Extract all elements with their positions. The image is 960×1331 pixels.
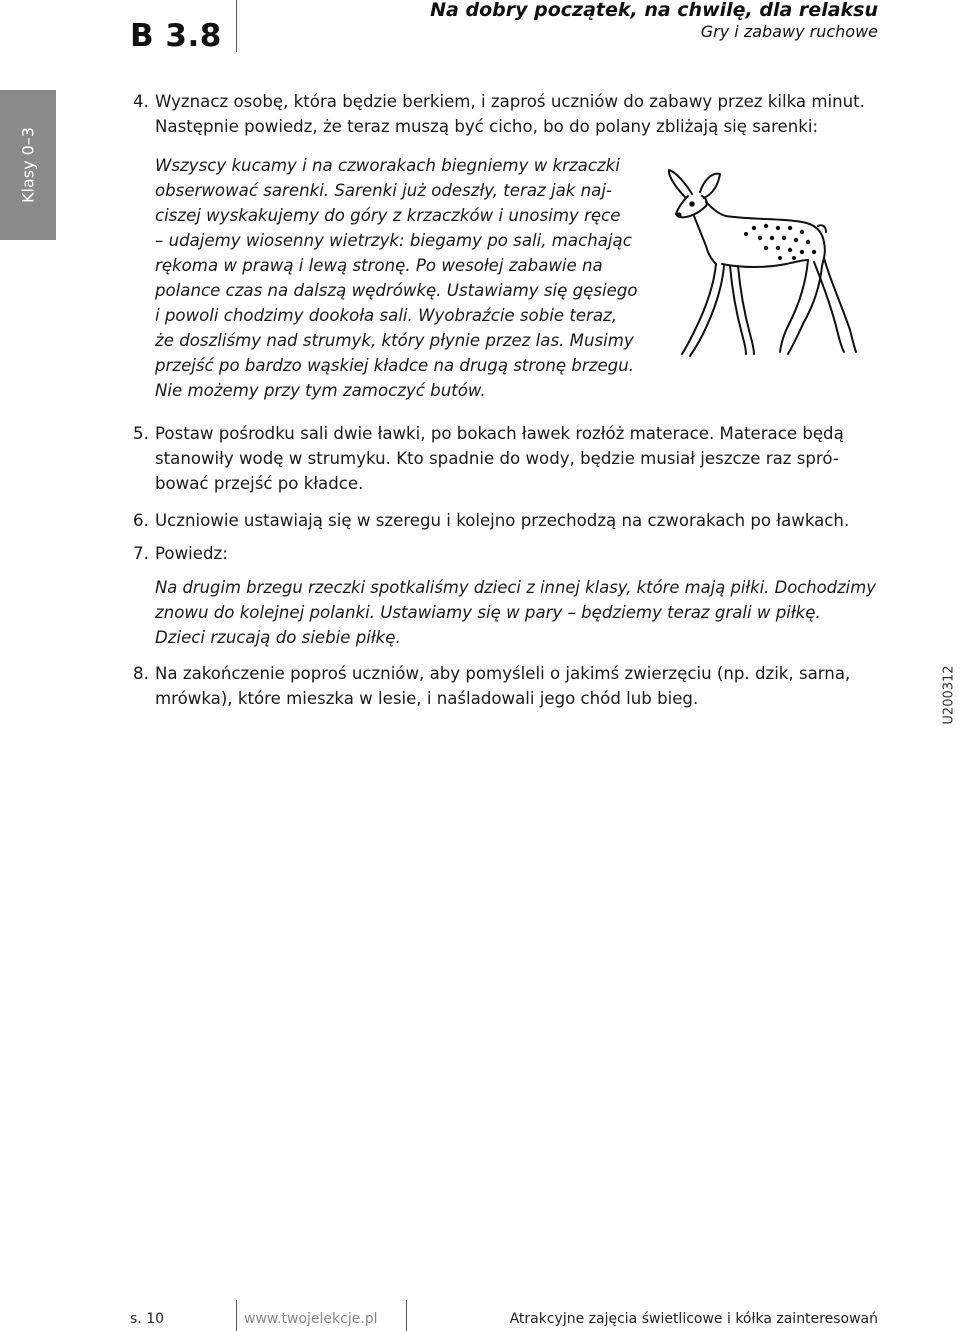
grade-tab-label: Klasy 0–3: [18, 127, 38, 203]
page-title: Na dobry początek, na chwilę, dla relaksu: [430, 0, 878, 21]
item4-line1: Wyznacz osobę, która będzie berkiem, i zaproś uczniów do zabawy przez kilka minut.: [155, 92, 865, 111]
item4-quote-line: obserwować sarenki. Sarenki już odeszły, teraz jak naj-: [155, 181, 612, 200]
item7-quote-line: Dzieci rzucają do siebie piłkę.: [155, 628, 401, 647]
item4-line2: Następnie powiedz, że teraz muszą być cicho, bo do polany zbliżają się sarenki:: [155, 117, 819, 136]
item8-line: mrówka), które mieszka w lesie, i naśladowali jego chód lub bieg.: [155, 689, 699, 708]
footer-title: Atrakcyjne zajęcia świetlicowe i kółka zainteresowań: [509, 1311, 878, 1327]
item5-line: Postaw pośrodku sali dwie ławki, po bokach ławek rozłóż materace. Materace będą: [155, 424, 844, 443]
fawn-illustration: [662, 162, 872, 362]
item5-line: bować przejść po kładce.: [155, 474, 364, 493]
document-code-label: U200312: [941, 665, 957, 725]
item4-quote-line: rękoma w prawą i lewą stronę. Po wesołej zabawie na: [155, 256, 603, 275]
item-number-8: 8.: [133, 664, 149, 683]
header-divider: [236, 0, 237, 52]
item8-line: Na zakończenie poproś uczniów, aby pomyśleli o jakimś zwierzęciu (np. dzik, sarna,: [155, 664, 851, 683]
item7-quote-line: znowu do kolejnej polanki. Ustawiamy się w pary – będziemy teraz grali w piłkę.: [155, 603, 821, 622]
website-link[interactable]: www.twojelekcje.pl: [244, 1311, 378, 1327]
item6-line: Uczniowie ustawiają się w szeregu i kolejno przechodzą na czworakach po ławkach.: [155, 511, 850, 530]
item-number-5: 5.: [133, 424, 149, 443]
item-number-4: 4.: [133, 92, 149, 111]
item4-quote-line: ciszej wyskakujemy do góry z krzaczków i unosimy ręce: [155, 206, 621, 225]
item4-quote-line: – udajemy wiosenny wietrzyk: biegamy po sali, machając: [155, 231, 632, 250]
item4-quote-line: że doszliśmy nad strumyk, który płynie przez las. Musimy: [155, 331, 634, 350]
item-number-6: 6.: [133, 511, 149, 530]
footer-divider: [236, 1300, 237, 1331]
item7-quote-line: Na drugim brzegu rzeczki spotkaliśmy dzieci z innej klasy, które mają piłki. Dochodzimy: [155, 578, 876, 597]
item4-quote-line: przejść po bardzo wąskiej kładce na drugą stronę brzegu.: [155, 356, 634, 375]
section-code: B 3.8: [130, 18, 222, 54]
footer-divider: [406, 1300, 407, 1331]
item4-quote-line: Wszyscy kucamy i na czworakach biegniemy w krzaczki: [155, 156, 620, 175]
page-subtitle: Gry i zabawy ruchowe: [700, 22, 878, 41]
item7-line: Powiedz:: [155, 544, 228, 563]
item-number-7: 7.: [133, 544, 149, 563]
item4-quote-line: polance czas na dalszą wędrówkę. Ustawiamy się gęsiego: [155, 281, 638, 300]
item5-line: stanowiły wodę w strumyku. Kto spadnie do wody, będzie musiał jeszcze raz spró-: [155, 449, 839, 468]
item4-quote-line: i powoli chodzimy dookoła sali. Wyobraźcie sobie teraz,: [155, 306, 618, 325]
item4-quote-line: Nie możemy przy tym zamoczyć butów.: [155, 381, 486, 400]
page-number: s. 10: [130, 1311, 165, 1327]
grade-tab: [0, 90, 56, 240]
document-code: [938, 665, 960, 725]
